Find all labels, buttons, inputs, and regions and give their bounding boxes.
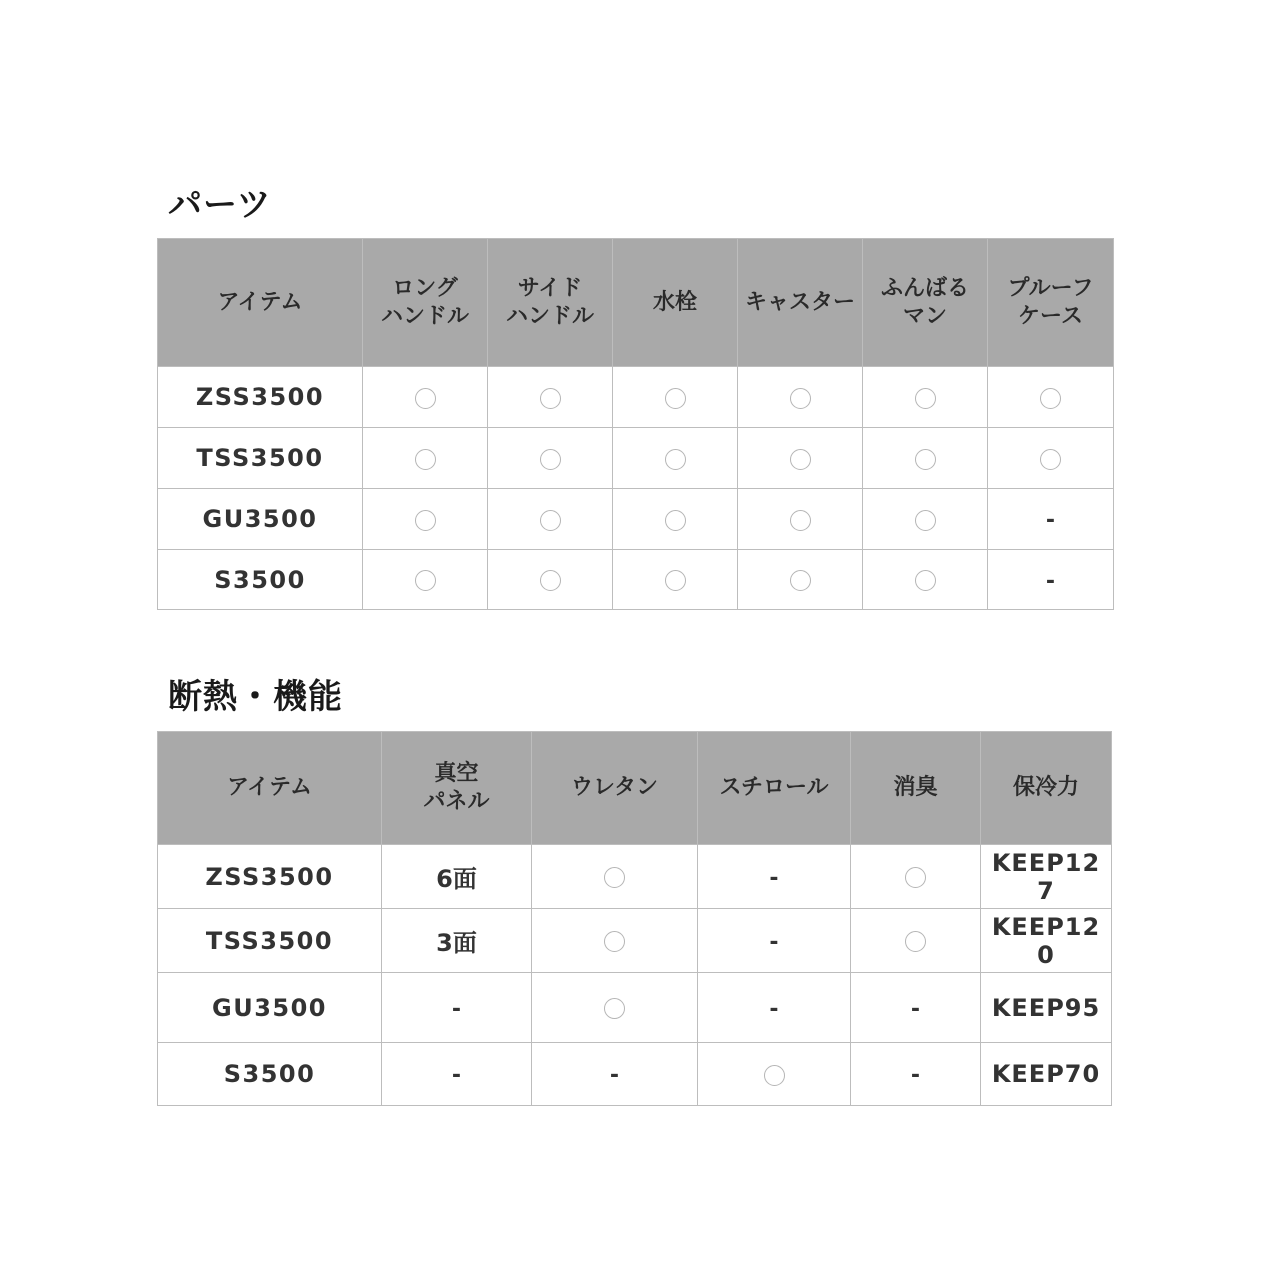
insulation-table [157, 731, 1112, 1106]
parts-cell [738, 367, 863, 428]
parts-table [157, 238, 1114, 610]
insulation-row [158, 1043, 1112, 1106]
circle-mark-icon [415, 388, 436, 409]
parts-header-faucet: 水栓 [613, 239, 738, 367]
circle-mark-icon [915, 388, 936, 409]
insulation-item-cell: S3500 [158, 1043, 382, 1106]
insulation-cell [851, 845, 981, 909]
parts-cell [988, 367, 1114, 428]
circle-mark-icon [415, 570, 436, 591]
parts-cell [863, 428, 988, 489]
circle-mark-icon [665, 570, 686, 591]
insulation-cell [698, 909, 851, 973]
parts-cell [988, 550, 1114, 610]
insulation-section-title: 断熱・機能 [168, 677, 343, 717]
dash-mark: - [769, 929, 779, 955]
parts-cell [863, 550, 988, 610]
parts-header-funbaruman: ふんばる マン [863, 239, 988, 367]
circle-mark-icon [665, 510, 686, 531]
parts-item-cell: GU3500 [158, 489, 363, 550]
insulation-cell [382, 909, 532, 973]
parts-header-long-handle: ロング ハンドル [363, 239, 488, 367]
parts-cell [363, 428, 488, 489]
insulation-cell [981, 1043, 1112, 1106]
dash-mark: - [769, 996, 779, 1022]
dash-mark: - [609, 1063, 620, 1088]
parts-cell [613, 489, 738, 550]
parts-cell [988, 489, 1114, 550]
cell-value: 6面 [436, 865, 477, 893]
circle-mark-icon [604, 998, 625, 1019]
insulation-cell [532, 973, 698, 1043]
insulation-header-row [158, 732, 1112, 845]
insulation-cell [981, 845, 1112, 909]
insulation-cell [698, 1043, 851, 1106]
circle-mark-icon [415, 449, 436, 470]
parts-cell [613, 550, 738, 610]
parts-cell [488, 550, 613, 610]
parts-cell [613, 428, 738, 489]
circle-mark-icon [540, 388, 561, 409]
parts-item-cell: S3500 [158, 550, 363, 610]
dash-mark: - [910, 996, 921, 1022]
parts-item-cell: ZSS3500 [158, 367, 363, 428]
parts-cell [988, 428, 1114, 489]
insulation-header-item: アイテム [158, 732, 382, 845]
circle-mark-icon [905, 931, 926, 952]
insulation-cell [981, 973, 1112, 1043]
parts-cell [363, 550, 488, 610]
cell-value: 3面 [436, 929, 477, 957]
parts-cell [738, 489, 863, 550]
circle-mark-icon [915, 449, 936, 470]
insulation-row [158, 909, 1112, 973]
insulation-row [158, 845, 1112, 909]
parts-cell [488, 489, 613, 550]
circle-mark-icon [604, 867, 625, 888]
circle-mark-icon [540, 570, 561, 591]
dash-mark: - [451, 996, 462, 1022]
insulation-cell [851, 973, 981, 1043]
parts-header-proof-case: プルーフ ケース [988, 239, 1114, 367]
parts-cell [488, 367, 613, 428]
cold-retention-value: KEEP127 [991, 848, 1101, 905]
circle-mark-icon [415, 510, 436, 531]
insulation-cell [532, 1043, 698, 1106]
circle-mark-icon [915, 510, 936, 531]
circle-mark-icon [790, 388, 811, 409]
parts-header-side-handle: サイド ハンドル [488, 239, 613, 367]
parts-row [158, 367, 1114, 428]
insulation-cell [382, 1043, 532, 1106]
circle-mark-icon [764, 1065, 785, 1086]
circle-mark-icon [540, 510, 561, 531]
insulation-header-cold-retention: 保冷力 [981, 732, 1112, 845]
circle-mark-icon [665, 388, 686, 409]
circle-mark-icon [540, 449, 561, 470]
insulation-cell [532, 845, 698, 909]
circle-mark-icon [604, 931, 625, 952]
insulation-cell [981, 909, 1112, 973]
parts-cell [863, 367, 988, 428]
insulation-header-urethane: ウレタン [532, 732, 698, 845]
parts-header-row [158, 239, 1114, 367]
insulation-cell [698, 845, 851, 909]
parts-item-cell: TSS3500 [158, 428, 363, 489]
insulation-cell [698, 973, 851, 1043]
cold-retention-value: KEEP95 [991, 993, 1101, 1022]
circle-mark-icon [1040, 449, 1061, 470]
insulation-cell [851, 909, 981, 973]
dash-mark: - [910, 1063, 921, 1088]
circle-mark-icon [905, 867, 926, 888]
parts-cell [613, 367, 738, 428]
parts-row [158, 489, 1114, 550]
parts-section-title: パーツ [168, 185, 272, 225]
circle-mark-icon [790, 510, 811, 531]
parts-row [158, 550, 1114, 610]
dash-mark: - [1045, 568, 1056, 594]
circle-mark-icon [665, 449, 686, 470]
dash-mark: - [451, 1063, 462, 1088]
insulation-item-cell: GU3500 [158, 973, 382, 1043]
parts-row [158, 428, 1114, 489]
insulation-header-deodorizing: 消臭 [851, 732, 981, 845]
insulation-row [158, 973, 1112, 1043]
parts-cell [363, 367, 488, 428]
parts-cell [863, 489, 988, 550]
insulation-item-cell: TSS3500 [158, 909, 382, 973]
cold-retention-value: KEEP120 [991, 912, 1101, 969]
insulation-cell [851, 1043, 981, 1106]
insulation-header-styrofoam: スチロール [698, 732, 851, 845]
parts-cell [738, 428, 863, 489]
circle-mark-icon [915, 570, 936, 591]
parts-cell [363, 489, 488, 550]
insulation-cell [382, 973, 532, 1043]
circle-mark-icon [1040, 388, 1061, 409]
parts-header-caster: キャスター [738, 239, 863, 367]
parts-header-item: アイテム [158, 239, 363, 367]
circle-mark-icon [790, 449, 811, 470]
parts-cell [488, 428, 613, 489]
circle-mark-icon [790, 570, 811, 591]
insulation-header-vacuum-panel: 真空 パネル [382, 732, 532, 845]
insulation-cell [532, 909, 698, 973]
cold-retention-value: KEEP70 [991, 1060, 1101, 1088]
parts-cell [738, 550, 863, 610]
insulation-cell [382, 845, 532, 909]
dash-mark: - [769, 865, 779, 891]
insulation-item-cell: ZSS3500 [158, 845, 382, 909]
dash-mark: - [1045, 508, 1056, 533]
